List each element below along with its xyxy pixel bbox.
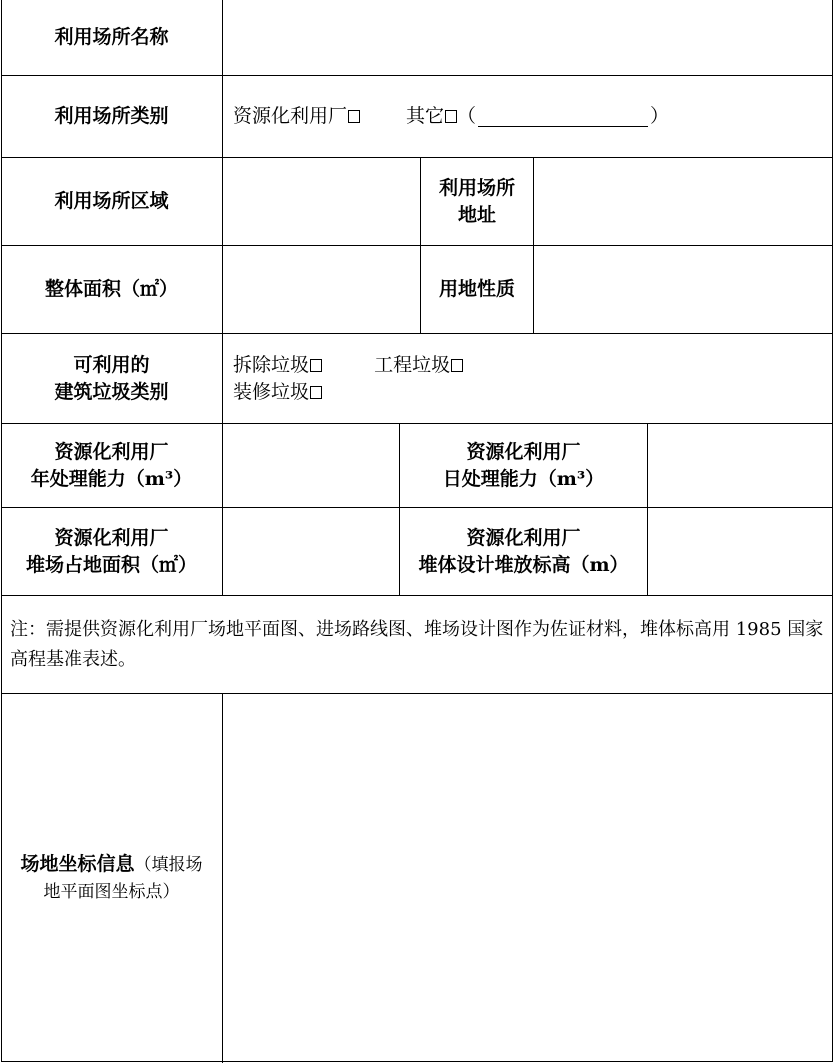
venue-area-label: 利用场所区域 (54, 190, 169, 212)
land-use-label: 用地性质 (438, 278, 515, 300)
annual-capacity-label: 资源化利用厂 年处理能力（m³） (30, 440, 193, 490)
venue-type-label: 利用场所类别 (54, 105, 169, 127)
venue-area-field[interactable] (223, 158, 420, 245)
coord-label-main: 场地坐标信息 (20, 853, 135, 875)
option-other-label: 其它 (406, 105, 445, 127)
daily-capacity-field[interactable] (648, 424, 833, 507)
venue-type-options (223, 76, 833, 157)
option-engineering-label: 工程垃圾 (374, 353, 451, 376)
checkbox-demolition[interactable] (310, 359, 322, 372)
coord-label-hint: （填报场 (134, 855, 203, 875)
checkbox-engineering[interactable] (451, 359, 463, 372)
land-use-field[interactable] (534, 246, 833, 333)
option-resource-plant-label: 资源化利用厂 (233, 105, 348, 127)
waste-type-options (223, 334, 833, 423)
venue-name-field[interactable] (223, 0, 833, 75)
waste-type-label: 可利用的 建筑垃圾类别 (54, 353, 169, 403)
total-area-field[interactable] (223, 246, 420, 333)
checkbox-resource-plant[interactable] (348, 110, 360, 123)
pile-height-field[interactable] (648, 508, 833, 595)
option-decoration-label: 装修垃圾 (233, 380, 310, 403)
option-demolition-label: 拆除垃圾 (233, 353, 310, 376)
paren-open: （ (457, 105, 477, 127)
checkbox-other[interactable] (445, 110, 457, 123)
yard-area-field[interactable] (223, 508, 399, 595)
other-specify-field[interactable] (478, 106, 648, 127)
coord-label-hint-cont: 地平面图坐标点） (43, 882, 180, 902)
venue-name-label: 利用场所名称 (54, 26, 169, 48)
yard-area-label: 资源化利用厂 堆场占地面积（㎡） (25, 526, 197, 576)
checkbox-decoration[interactable] (310, 386, 322, 399)
daily-capacity-label: 资源化利用厂 日处理能力（m³） (442, 440, 605, 490)
coord-field[interactable] (223, 694, 833, 1063)
annual-capacity-field[interactable] (223, 424, 399, 507)
coord-label (1, 694, 222, 1063)
paren-close: ） (650, 105, 670, 127)
venue-address-field[interactable] (534, 158, 833, 245)
pile-height-label: 资源化利用厂 堆体设计堆放标高（m） (418, 526, 629, 576)
form-note: 注：需提供资源化利用厂场地平面图、进场路线图、堆场设计图作为佐证材料，堆体标高用 1985 国家高程基准表述。 (10, 618, 824, 670)
total-area-label: 整体面积（㎡） (44, 278, 178, 300)
venue-address-label: 利用场所 地址 (438, 176, 515, 226)
